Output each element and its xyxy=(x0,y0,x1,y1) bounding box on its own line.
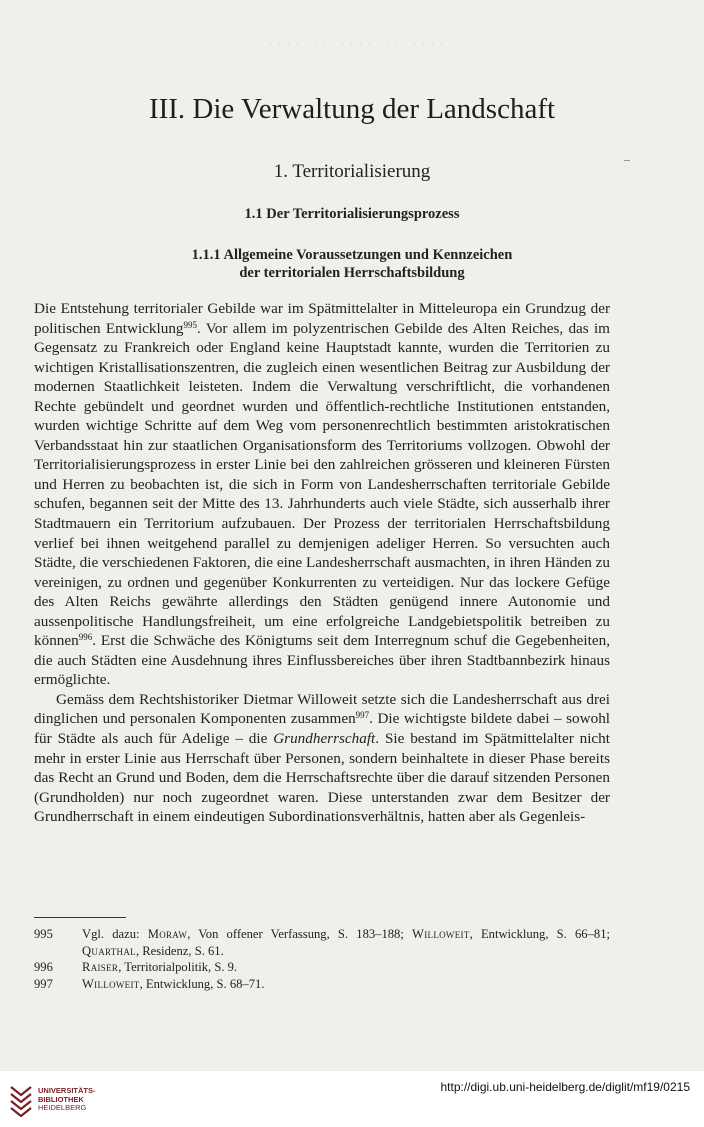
footnote-997 xyxy=(34,976,610,993)
chapter-title: III. Die Verwaltung der Landschaft xyxy=(148,93,556,125)
library-logo-icon xyxy=(8,1083,34,1117)
paragraph-2 xyxy=(34,690,610,827)
section-title: 1. Territorialisierung xyxy=(273,161,431,182)
library-logo-text xyxy=(38,1087,96,1113)
citation-text: , Entwicklung, S. 68–71. xyxy=(139,976,265,991)
footnote-ref-997[interactable]: 997 xyxy=(355,710,370,721)
library-logo[interactable] xyxy=(8,1083,96,1117)
footnote-ref-996[interactable]: 996 xyxy=(78,632,93,643)
footnote-text xyxy=(82,926,610,959)
subsection-title: 1.1 Der Territorialisierungsprozess xyxy=(244,206,460,222)
paragraph-1-part-1: Die Entstehung territorialer Gebilde war im Spätmittelalter in Mitteleuropa ein Grundzug der politischen Entwicklung xyxy=(34,300,610,337)
author-name: Willoweit xyxy=(412,927,470,941)
author-name: Moraw xyxy=(147,927,188,941)
footnote-996 xyxy=(34,959,610,976)
page-url[interactable]: http://digi.ub.uni-heidelberg.de/diglit/mf19/0215 xyxy=(440,1080,690,1094)
logo-line-3: HEIDELBERG xyxy=(38,1103,87,1113)
paragraph-1 xyxy=(34,299,610,690)
logo-line-1: UNIVERSITÄTS- xyxy=(38,1086,96,1096)
footnote-number: 996 xyxy=(34,960,53,974)
logo-line-2: BIBLIOTHEK xyxy=(38,1094,84,1104)
footnote-995 xyxy=(34,926,610,959)
footnote-ref-995[interactable]: 995 xyxy=(183,319,198,330)
bleed-through-header: · · · · · · · · · · · · · · · · · · · · · xyxy=(259,36,445,50)
footnote-text xyxy=(82,976,610,993)
footnotes xyxy=(34,926,610,992)
author-name: Quarthal xyxy=(82,943,136,958)
paragraph-2-part-1: Gemäss dem Rechtshistoriker Dietmar Willoweit setzte sich die Landesherrschaft aus drei dinglichen und personalen Komponenten zusammen xyxy=(34,690,610,728)
paragraph-1-part-3: . Erst die Schwäche des Königtums seit dem Interregnum schuf die Gegebenheiten, die auch Städten eine Ausdehnung ihres Einflussbereiches über ihren Stadtbannbezirk hinaus ermöglichte. xyxy=(34,632,610,689)
body-text xyxy=(34,299,610,827)
footnote-separator xyxy=(34,917,126,918)
paragraph-2-part-2: . Die wichtigste bildete dabei – sowohl für Städte als auch für Adelige – die xyxy=(34,710,611,748)
viewer-footer xyxy=(0,1071,704,1127)
footnote-number: 995 xyxy=(34,927,53,941)
author-name: Willoweit xyxy=(82,976,140,991)
subsubsection-title xyxy=(0,246,704,282)
citation-text: , Von offener Verfassung, S. 183–188; xyxy=(187,927,413,941)
citation-text: , Entwicklung, S. 66–81; xyxy=(469,927,610,941)
paragraph-1-part-2: . Vor allem im polyzentrischen Gebilde des Alten Reiches, das im Gegensatz zu Frankreich oder England keine Hauptstadt kannte, wurden die Territorien zu wichtigen Kristallisationszentren, die zugleich einen wesentlichen Beitrag zur Ausbildung der modernen Staatlichkeit leisteten. Indem die Verwaltung verschriftlicht, die vorhandenen Rechte gebündelt und geordnet wurden und öffentlich-rechtliche Institutionen entstanden, wurden wichtige Schritte auf dem Weg vom personenrechtlich bestimmten aristokratischen Verbandsstaat hin zur staatlichen Organisationsform des Territoriums vollzogen. Obwohl der Territorialisierungsprozess in erster Linie bei den zahlreichen grösseren und kleineren Fürsten und Herren zu beobachten ist, die sich in Form von Landesherrschaften territoriale Gebilde schufen, begannen seit der Mitte des 13. Jahrhunderts auch viele Städte, sich ausserhalb ihrer Stadtmauern ein Territorium aufzubauen. Der Prozess der territorialen Herrschaftsbildung verlief bei ihnen weitgehend parallel zu demjenigen adeliger Herren. So versuchten auch Städte, die verschiedenen Faktoren, die eine Landesherrschaft ausmachten, in ihren Händen zu vereinigen, zu ordnen und gegenüber Konkurrenten zu verteidigen. Nur das lockere Gefüge des Alten Reichs gewährte allerdings den Städten genügend innere Autonomie und aussenpolitische Handlungsfreiheit, um eine erfolgreiche Landgebietspolitik betreiben zu können xyxy=(34,319,610,650)
citation-text: , Residenz, S. 61. xyxy=(135,943,224,958)
subsubsection-title-line2: der territorialen Herrschaftsbildung xyxy=(239,265,465,281)
footnote-number: 997 xyxy=(34,976,53,991)
paragraph-2-part-3: . Sie bestand im Spätmittelalter nicht mehr in erster Linie aus Herrschaft über Personen, sondern beinhaltete in dieser Phase bereits das Recht an Grund und Boden, dem die Herrschaftsrechte über die darauf sitzenden Personen (Grundholden) nur noch zugeordnet waren. Diese unterstanden zwar dem Besitzer der Grundherrschaft in einem eindeutigen Subordinationsverhältnis, hatten aber als Gegenleis- xyxy=(34,730,610,826)
subsubsection-title-line1: 1.1.1 Allgemeine Voraussetzungen und Kennzeichen xyxy=(191,247,513,263)
author-name: Raiser xyxy=(82,960,119,974)
term-grundherrschaft: Grundherrschaft xyxy=(273,730,376,748)
citation-text: , Territorialpolitik, S. 9. xyxy=(118,960,238,974)
citation-text: Vgl. dazu: xyxy=(82,927,148,941)
footnote-text xyxy=(82,959,610,976)
